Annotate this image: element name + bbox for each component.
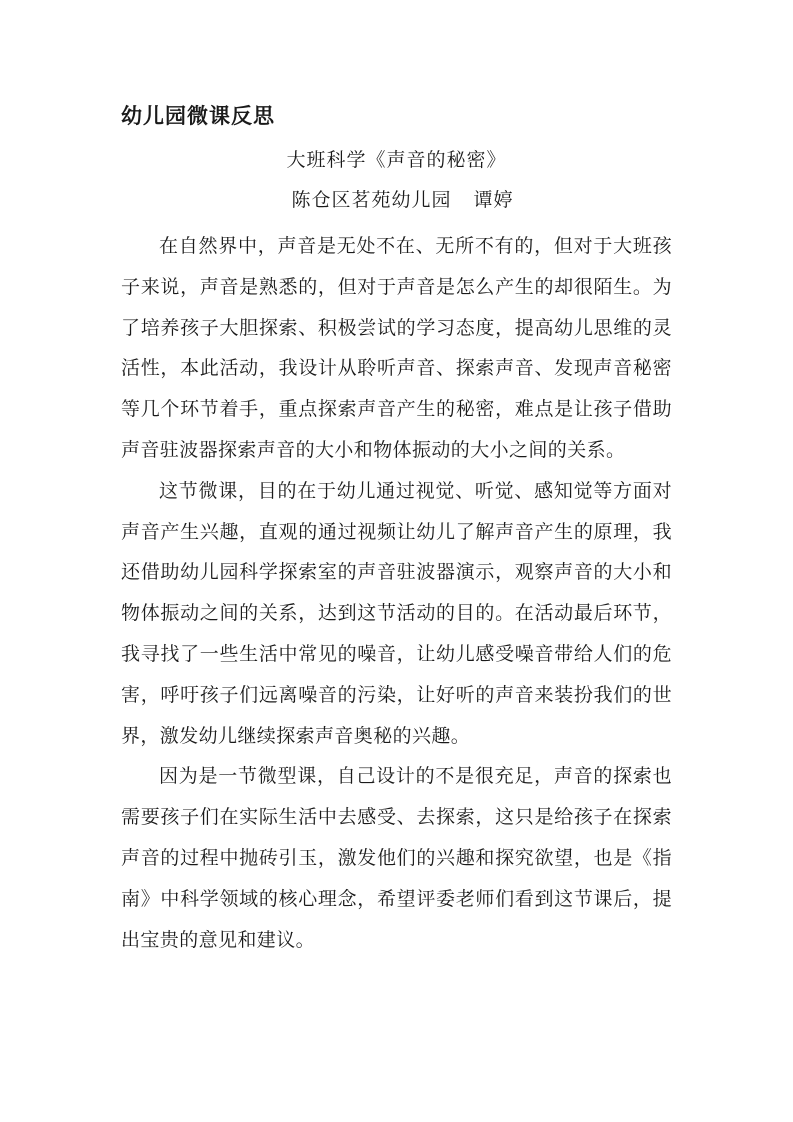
document-body — [121, 226, 672, 960]
paragraph-2: 这节微课，目的在于幼儿通过视觉、听觉、感知觉等方面对声音产生兴趣，直观的通过视频让幼儿了解声音产生的原理，我还借助幼儿园科学探索室的声音驻波器演示，观察声音的大小和物体振动之间的关系，达到这节活动的目的。在活动最后环节，我寻找了一些生活中常见的噪音，让幼儿感受噪音带给人们的危害，呼吁孩子们远离噪音的污染，让好听的声音来装扮我们的世界，激发幼儿继续探索声音奥秘的兴趣。 — [121, 479, 672, 747]
paragraph-3: 因为是一节微型课，自己设计的不是很充足，声音的探索也需要孩子们在实际生活中去感受、去探索，这只是给孩子在探索声音的过程中抛砖引玉，激发他们的兴趣和探究欲望，也是《指南》中科学领域的核心理念，希望评委老师们看到这节课后，提出宝贵的意见和建议。 — [121, 765, 672, 951]
school-name: 陈仓区茗苑幼儿园 — [291, 189, 452, 211]
document-title: 幼儿园微课反思 — [121, 103, 275, 128]
paragraph-1: 在自然界中，声音是无处不在、无所不有的，但对于大班孩子来说，声音是熟悉的，但对于声音是怎么产生的却很陌生。为了培养孩子大胆探索、积极尝试的学习态度，提高幼儿思维的灵活性，本此活动，我设计从聆听声音、探索声音、发现声音秘密等几个环节着手，重点探索声音产生的秘密，难点是让孩子借助声音驻波器探索声音的大小和物体振动的大小之间的关系。 — [121, 235, 672, 461]
author-name: 谭婷 — [473, 189, 514, 211]
author-line — [6, 184, 793, 216]
course-subtitle: 大班科学《声音的秘密》 — [286, 149, 507, 171]
